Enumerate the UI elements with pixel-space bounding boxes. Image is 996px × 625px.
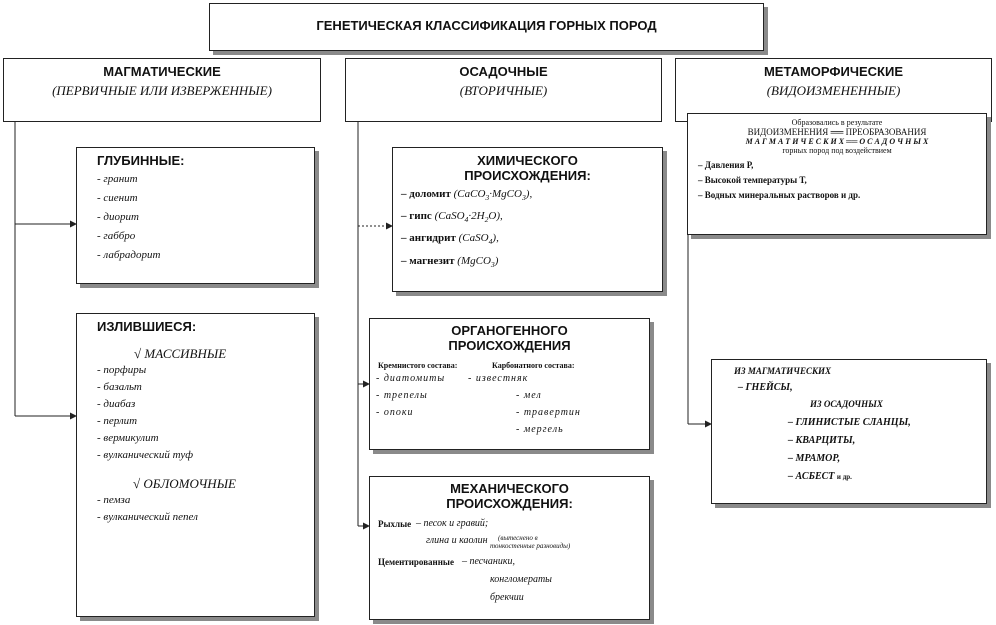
- deep-item: - диорит: [97, 211, 139, 223]
- effusive-rocks-box: [76, 313, 315, 617]
- loose-label: Рыхлые: [378, 519, 412, 529]
- magmatic-sub: (ПЕРВИЧНЫЕ ИЛИ ИЗВЕРЖЕННЫЕ): [52, 83, 272, 98]
- metamorphic-name: МЕТАМОРФИЧЕСКИЕ: [763, 64, 904, 79]
- effusive-title: ИЗЛИВШИЕСЯ:: [97, 319, 197, 334]
- gneiss-item: – ГНЕЙСЫ,: [738, 382, 793, 393]
- mechanical-title-2: ПРОИСХОЖДЕНИЯ:: [446, 496, 573, 511]
- loose-text: – песок и гравий;: [416, 518, 489, 529]
- meta-line-1: Образовались в результате: [791, 118, 883, 127]
- metamorphic-description-box: [687, 113, 987, 235]
- chemical-item: – гипс $(CaSO_4\cdot 2H_2O)$,: [401, 210, 503, 225]
- organogenic-origin-box: [369, 318, 650, 450]
- meta-line-2: ВИДОИЗМЕНЕНИЯ ══ ПРЕОБРАЗОВАНИЯ: [747, 127, 927, 137]
- deep-item: - лабрадорит: [97, 249, 161, 261]
- loose-note-1: (вытеснено в: [498, 534, 538, 542]
- meta-rock-item: – АСБЕСТ и др.: [788, 471, 852, 482]
- category-magmatic: [3, 58, 321, 122]
- massive-item: - базальт: [97, 381, 142, 393]
- deep-rocks-box: [76, 147, 315, 284]
- massive-item: - вулканический туф: [97, 449, 194, 461]
- clastic-item: - вулканический пепел: [97, 511, 198, 523]
- mechanical-title-1: МЕХАНИЧЕСКОГО: [450, 481, 569, 496]
- massive-item: - вермикулит: [97, 432, 159, 444]
- meta-factor: – Высокой температуры Т,: [698, 175, 807, 185]
- chemical-title-2: ПРОИСХОЖДЕНИЯ:: [464, 168, 591, 183]
- diagram-title: ГЕНЕТИЧЕСКАЯ КЛАССИФИКАЦИЯ ГОРНЫХ ПОРОД: [316, 18, 657, 33]
- carbonate-item: - мергель: [516, 424, 564, 435]
- siliceous-item: - опоки: [376, 407, 414, 418]
- meta-etc: и др.: [836, 473, 852, 481]
- clastic-item: - пемза: [97, 494, 131, 506]
- cemented-text: – песчаники,: [462, 556, 516, 567]
- carbonate-item: - травертин: [516, 407, 581, 418]
- metamorphic-rocks-box: [711, 359, 987, 504]
- clastic-title: √ ОБЛОМОЧНЫЕ: [133, 476, 236, 491]
- mechanical-origin-box: [369, 476, 650, 620]
- deep-item: - габбро: [97, 230, 136, 242]
- chemical-item: – доломит (CaCO$_3$·MgCO$_3$),: [401, 188, 533, 203]
- chemical-item: – магнезит (MgCO$_3$): [401, 254, 499, 269]
- siliceous-item: - диатомиты: [376, 373, 446, 384]
- deep-item: - гранит: [97, 173, 138, 185]
- from-magmatic: ИЗ МАГМАТИЧЕСКИХ: [734, 366, 832, 376]
- massive-title: √ МАССИВНЫЕ: [134, 346, 227, 361]
- organogenic-title-2: ПРОИСХОЖДЕНИЯ: [448, 338, 571, 353]
- chemical-title-1: ХИМИЧЕСКОГО: [477, 153, 578, 168]
- meta-line-3: М А Г М А Т И Ч Е С К И Х ══ О С А Д О Ч Н Ы Х: [745, 137, 929, 146]
- deep-item: - сиенит: [97, 192, 138, 204]
- massive-item: - диабаз: [97, 398, 136, 410]
- sedimentary-sub: (ВТОРИЧНЫЕ): [459, 83, 548, 98]
- meta-line-4: горных пород под воздействием: [782, 146, 892, 155]
- deep-title: ГЛУБИННЫЕ:: [97, 153, 185, 168]
- meta-factor: – Водных минеральных растворов и др.: [698, 190, 861, 200]
- meta-rock-item: – МРАМОР,: [788, 453, 841, 464]
- loose-note-2: тонкостенные разновиды): [490, 542, 571, 550]
- cemented-item: брекчии: [490, 592, 524, 603]
- cemented-label: Цементированные: [378, 557, 454, 567]
- cemented-item: конгломераты: [490, 574, 552, 585]
- loose-text-2: глина и каолин: [426, 535, 488, 546]
- chemical-item: – ангидрит (CaSO$_4$),: [401, 232, 499, 247]
- carbonate-label: Карбонатного состава:: [492, 361, 575, 370]
- magmatic-name: МАГМАТИЧЕСКИЕ: [103, 64, 221, 79]
- carbonate-item: - мел: [516, 390, 542, 401]
- organogenic-title-1: ОРГАНОГЕННОГО: [451, 323, 568, 338]
- siliceous-item: - трепелы: [376, 390, 428, 401]
- sedimentary-name: ОСАДОЧНЫЕ: [459, 64, 548, 79]
- title-box: [209, 3, 764, 51]
- meta-factor: – Давления Р,: [698, 160, 754, 170]
- massive-item: - порфиры: [97, 364, 147, 376]
- siliceous-label: Кремнистого состава:: [378, 361, 458, 370]
- from-sedimentary: ИЗ ОСАДОЧНЫХ: [810, 399, 883, 409]
- meta-rock-item: – ГЛИНИСТЫЕ СЛАНЦЫ,: [788, 417, 911, 428]
- metamorphic-sub: (ВИДОИЗМЕНЕННЫЕ): [766, 83, 901, 98]
- carbonate-item: - известняк: [468, 373, 529, 384]
- massive-item: - перлит: [97, 415, 138, 427]
- meta-rock-item: – КВАРЦИТЫ,: [788, 435, 856, 446]
- category-sedimentary: [345, 58, 662, 122]
- chemical-origin-box: [392, 147, 663, 292]
